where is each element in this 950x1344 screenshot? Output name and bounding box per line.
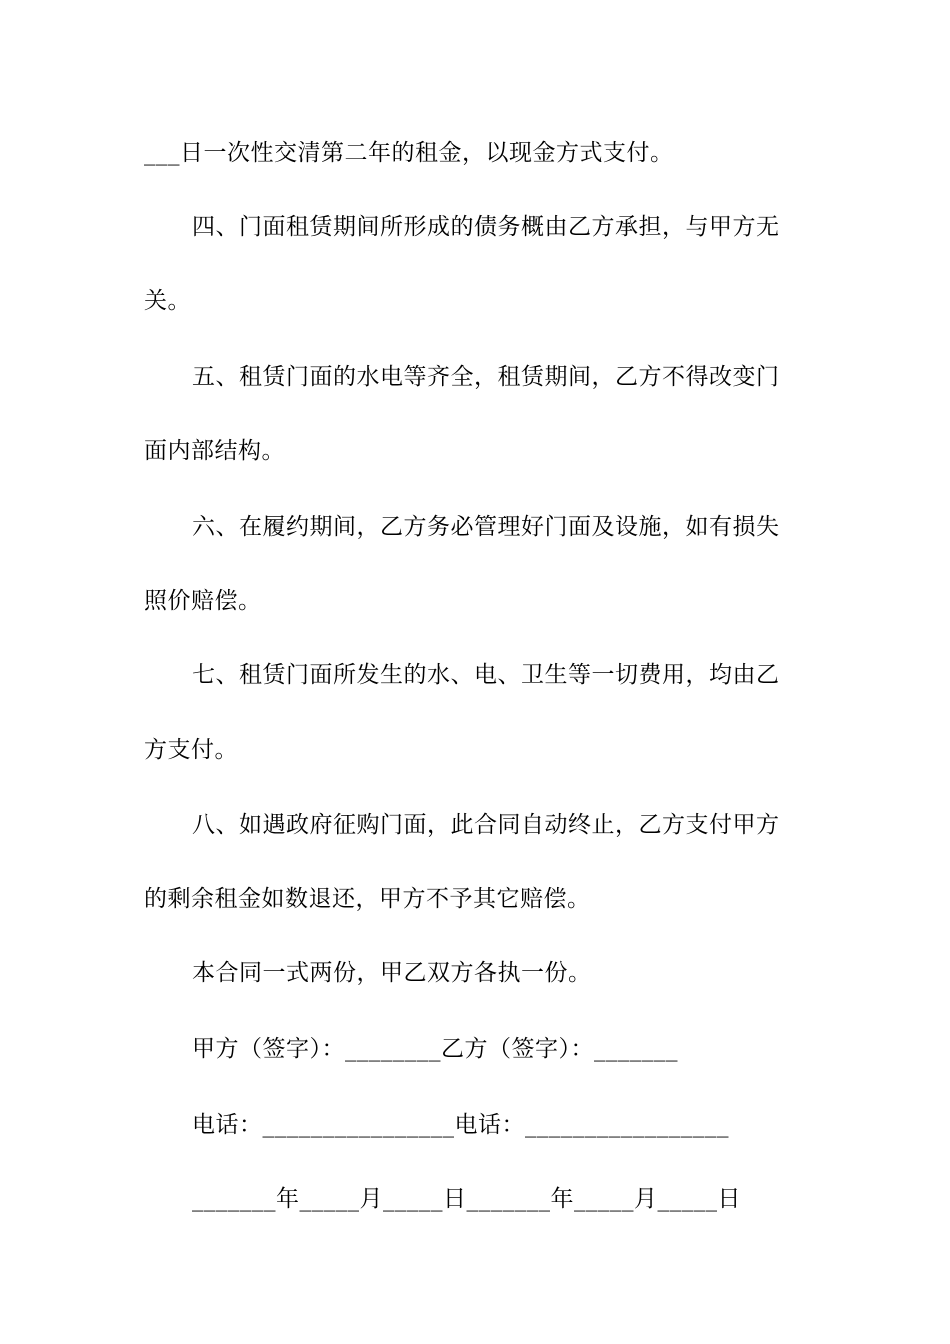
- clause-7-line-1: 七、租赁门面所发生的水、电、卫生等一切费用，均由乙: [192, 662, 780, 688]
- copies-statement: 本合同一式两份，甲乙双方各执一份。: [192, 960, 592, 986]
- signature-line: 甲方（签字）：________乙方（签字）：_______: [192, 1036, 678, 1062]
- clause-4-line-1: 四、门面租赁期间所形成的债务概由乙方承担，与甲方无: [192, 214, 780, 240]
- clause-4-line-2: 关。: [144, 288, 191, 314]
- payment-clause-continuation: ___日一次性交清第二年的租金，以现金方式支付。: [144, 140, 674, 166]
- clause-8-line-1: 八、如遇政府征购门面，此合同自动终止，乙方支付甲方: [192, 812, 780, 838]
- phone-line: 电话：________________电话：_________________: [192, 1112, 729, 1138]
- clause-6-line-1: 六、在履约期间，乙方务必管理好门面及设施，如有损失: [192, 514, 780, 540]
- clause-6-line-2: 照价赔偿。: [144, 588, 262, 614]
- clause-7-line-2: 方支付。: [144, 737, 238, 763]
- clause-8-line-2: 的剩余租金如数退还，甲方不予其它赔偿。: [144, 886, 591, 912]
- clause-5-line-1: 五、租赁门面的水电等齐全，租赁期间，乙方不得改变门: [192, 364, 780, 390]
- clause-5-line-2: 面内部结构。: [144, 438, 285, 464]
- date-line: _______年_____月_____日_______年_____月_____日: [192, 1186, 741, 1212]
